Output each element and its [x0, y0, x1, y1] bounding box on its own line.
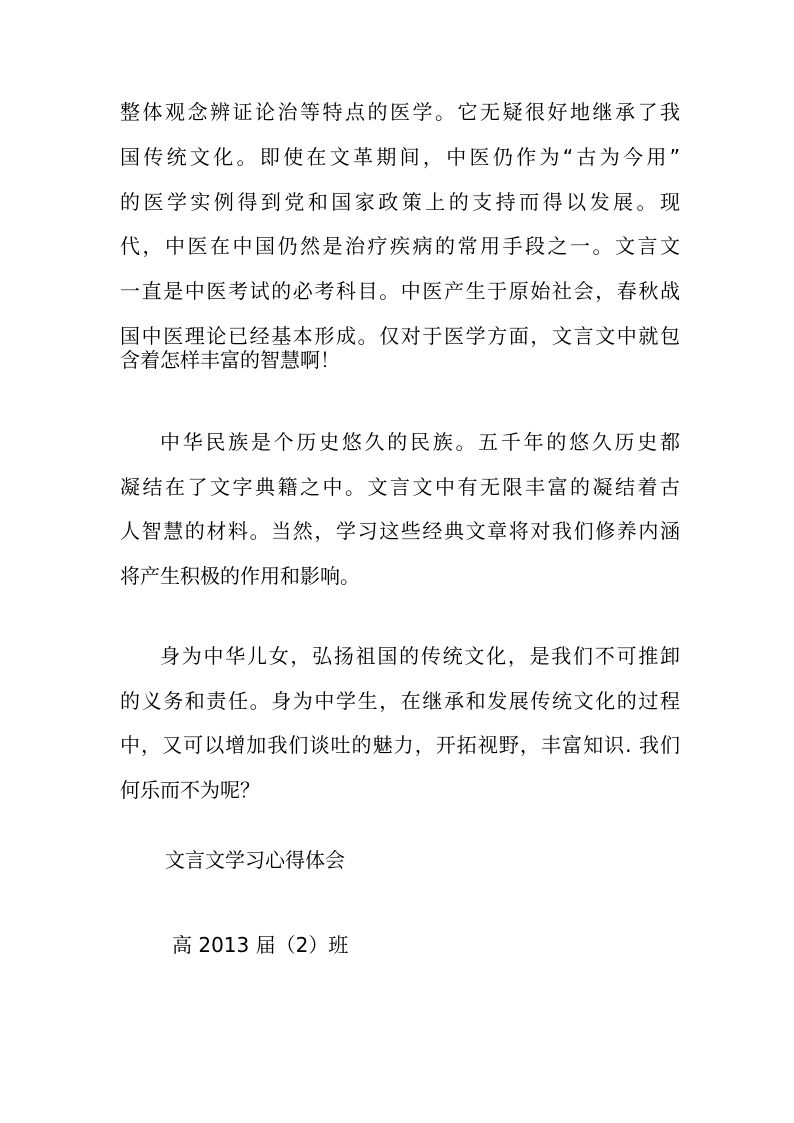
paragraph-1-line-2: 国传统文化。即使在文革期间，中医仍作为“古为今用” — [120, 145, 680, 169]
paragraph-1-line-3: 的医学实例得到党和国家政策上的支持而得以发展。现 — [120, 190, 680, 214]
paragraph-2-line-2: 凝结在了文字典籍之中。文言文中有无限丰富的凝结着古 — [120, 475, 680, 499]
paragraph-2-line-1: 中华民族是个历史悠久的民族。五千年的悠久历史都 — [160, 430, 680, 454]
paragraph-3-line-1: 身为中华儿女，弘扬祖国的传统文化，是我们不可推卸 — [160, 644, 680, 668]
paragraph-1-line-4: 代，中医在中国仍然是治疗疾病的常用手段之一。文言文 — [120, 234, 680, 258]
paragraph-1-line-5: 一直是中医考试的必考科目。中医产生于原始社会，春秋战 — [120, 279, 680, 303]
class-label: 高 2013 届（2）班 — [172, 933, 349, 957]
paragraph-1-line-1: 整体观念辨证论治等特点的医学。它无疑很好地继承了我 — [120, 100, 680, 124]
document-title: 文言文学习心得体会 — [165, 848, 345, 872]
paragraph-3-line-4: 何乐而不为呢？ — [120, 778, 260, 802]
paragraph-2-line-4: 将产生积极的作用和影响。 — [120, 564, 360, 588]
paragraph-2-line-3: 人智慧的材料。当然，学习这些经典文章将对我们修养内涵 — [120, 519, 680, 543]
paragraph-3-line-3: 中，又可以增加我们谈吐的魅力，开拓视野，丰富知识. 我们 — [120, 733, 680, 757]
paragraph-1-line-6: 国中医理论已经基本形成。仅对于医学方面，文言文中就包 — [120, 324, 680, 348]
paragraph-3-line-2: 的义务和责任。身为中学生，在继承和发展传统文化的过程 — [120, 689, 680, 713]
paragraph-1-line-7: 含着怎样丰富的智慧啊！ — [120, 348, 340, 372]
